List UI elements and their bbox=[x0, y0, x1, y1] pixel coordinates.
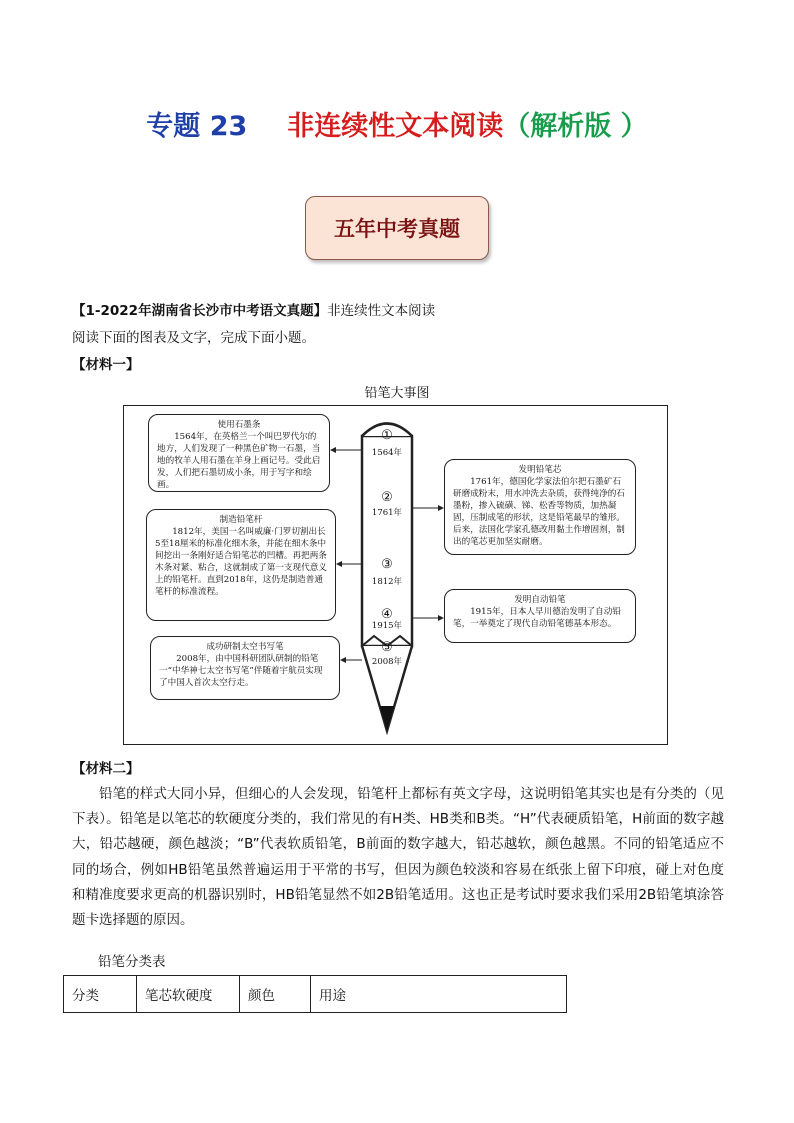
figure-caption: 铅笔大事图 bbox=[364, 386, 430, 401]
table-header-cell: 分类 bbox=[64, 976, 137, 1013]
marker-num-5: ⑤ bbox=[381, 640, 393, 655]
event-title: 使用石墨条 bbox=[217, 420, 261, 430]
event-box-1915 bbox=[444, 589, 636, 643]
marker-year-4: 1915年 bbox=[371, 621, 403, 631]
event-title: 发明铅笔芯 bbox=[518, 465, 562, 475]
marker-year-2: 1761年 bbox=[371, 508, 403, 518]
instruction: 阅读下面的图表及文字，完成下面小题。 bbox=[72, 330, 315, 346]
title-prefix: 专题 23 bbox=[146, 111, 248, 142]
material2-paragraph: 铅笔的样式大同小异，但细心的人会发现，铅笔杆上都标有英文字母，这说明铅笔其实也是有分类的（见下表）。铅笔是以笔芯的软硬度分类的，我们常见的有H类、HB类和B类。“H”代表硬质铅笔，H前面的数字越大，铅芯越硬，颜色越淡；“B”代表软质铅笔，B前面的数字越大，铅芯越软，颜色越黑。不同的铅笔适应不同的场合，例如HB铅笔虽然普遍运用于平常的书写，但因为颜色较淡和容易在纸张上留下印痕，碰上对色度和精准度要求更高的机器识别时，HB铅笔显然不如2B铅笔适用。这也正是考试时要求我们采用2B铅笔填涂答题卡选择题的原因。 bbox=[72, 786, 724, 929]
event-title: 制造铅笔杆 bbox=[219, 515, 263, 525]
title-suffix: （解析版 ） bbox=[503, 111, 648, 142]
question-source: 【1-2022年湖南省长沙市中考语文真题】 bbox=[72, 303, 328, 319]
marker-num-3: ③ bbox=[381, 557, 393, 572]
question-header bbox=[72, 299, 435, 319]
material2-label: 【材料二】 bbox=[72, 761, 140, 777]
table-header-cell: 用途 bbox=[311, 976, 567, 1013]
table-caption: 铅笔分类表 bbox=[98, 954, 166, 970]
marker-year-5: 2008年 bbox=[371, 657, 403, 667]
event-text: 1761年，德国化学家法伯尔把石墨矿石研磨成粉末，用水冲洗去杂质，获得纯净的石墨粉，掺入硫磺、锑、松香等物质，加热凝固，压制成笔的形状，这是铅笔最早的雏形。后来，法国化学家孔德改用黏土作增固剂，制出的笔芯更加坚实耐磨。 bbox=[453, 477, 625, 547]
marker-year-1: 1564年 bbox=[371, 448, 403, 458]
event-box-1812 bbox=[146, 509, 336, 621]
event-text: 1915年，日本人早川德治发明了自动铅笔，一举奠定了现代自动铅笔德基本形态。 bbox=[453, 607, 621, 629]
table-header-cell: 颜色 bbox=[240, 976, 311, 1013]
question-type: 非连续性文本阅读 bbox=[327, 303, 436, 319]
page-title bbox=[0, 104, 794, 143]
event-box-1761 bbox=[444, 459, 636, 555]
table-header-cell: 笔芯软硬度 bbox=[137, 976, 240, 1013]
event-box-2008 bbox=[150, 636, 340, 700]
event-text: 2008年，由中国科研团队研制的铅笔一“中华神七太空书写笔”伴随着宇航员实现了中国人首次太空行走。 bbox=[159, 654, 323, 688]
event-text: 1564年，在英格兰一个叫巴罗代尔的地方，人们发现了一种黑色矿物一石墨，当地的牧羊人用石墨在羊身上画记号。受此启发，人们把石墨切成小条，用于写字和绘画。 bbox=[157, 432, 321, 490]
marker-num-2: ② bbox=[381, 490, 393, 505]
event-box-1564 bbox=[148, 414, 330, 492]
section-badge: 五年中考真题 bbox=[305, 196, 489, 260]
event-title: 成功研制太空书写笔 bbox=[206, 642, 284, 652]
table-header-row bbox=[64, 976, 567, 1013]
marker-num-1: ① bbox=[381, 428, 393, 443]
marker-num-4: ④ bbox=[381, 607, 393, 622]
event-text: 1812年，美国一名叫威廉·门罗切割出长5至18厘米的标准化细木条，并能在细木条中间挖出一条刚好适合铅笔芯的凹槽。再把两条木条对紧、粘合，这就制成了第一支现代意义上的铅笔杆。直到2018年，这仍是制造普通笔杆的标准流程。 bbox=[155, 527, 327, 597]
marker-year-3: 1812年 bbox=[371, 577, 403, 587]
event-title: 发明自动铅笔 bbox=[514, 595, 566, 605]
pencil-classification-table bbox=[63, 975, 567, 1013]
title-main: 非连续性文本阅读 bbox=[287, 111, 504, 142]
pencil-timeline-figure bbox=[123, 405, 668, 745]
material1-label: 【材料一】 bbox=[72, 357, 140, 373]
